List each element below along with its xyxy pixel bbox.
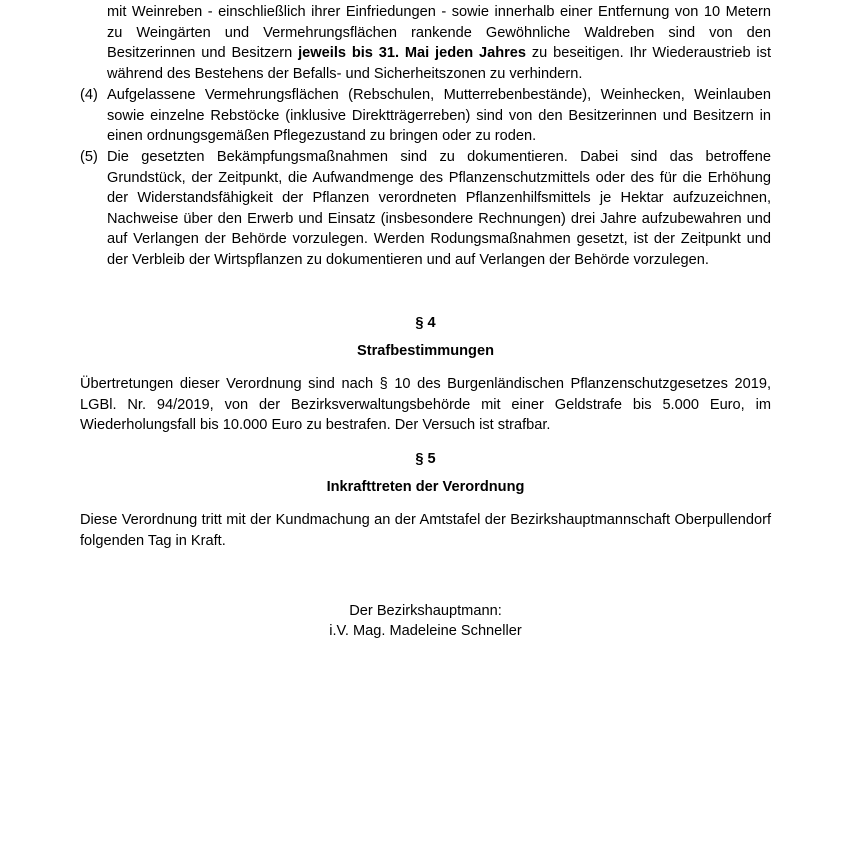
item3-deadline: jeweils bis 31. Mai jeden Jahres (298, 45, 527, 62)
section-text: Übertretungen dieser Verordnung sind nach § 10 des Burgenländischen Pflanzenschutzgesetzes 2019, LGBl. Nr. 94/2019, von der Bezirksverwaltungsbehörde mit einer Geldstrafe bis 5.000 Euro, im Wiederholungsfall bis 10.000 Euro zu bestrafen. Der Versuch ist strafbar. (80, 376, 771, 434)
list-item-number: (5) (80, 149, 98, 165)
list-item-number: (4) (80, 87, 98, 103)
section-title: Inkrafttreten der Verordnung (326, 479, 525, 495)
item3-text-a: mit Weinreben - einschließlich ihrer Einfriedungen - sowie innerhalb einer Entfernung von 10 Metern zu Weingärten und Vermehrungsflächen rankende Gewöhnliche Waldreben sind von den Besitzerinnen und Besitzern (107, 4, 771, 62)
signature-title: Der Bezirkshauptmann: (349, 603, 502, 619)
list-item-text: Aufgelassene Vermehrungsflächen (Rebschulen, Mutterrebenbestände), Weinhecken, Weinlauben sowie einzelne Rebstöcke (inklusive Direktträgerreben) sind von den Besitzerinnen und Besitzern in einen ordnungsgemäßen Pflegezustand zu bringen oder zu roden. (107, 87, 771, 145)
list-item-4 (80, 85, 771, 147)
section-text: Diese Verordnung tritt mit der Kundmachung an der Amtstafel der Bezirkshauptmannschaft Oberpullendorf folgenden Tag in Kraft. (80, 512, 771, 549)
list-item-text: Die gesetzten Bekämpfungsmaßnahmen sind zu dokumentieren. Dabei sind das betroffene Grundstück, der Zeitpunkt, die Aufwandmenge des Pflanzenschutzmittels oder des für die Erhöhung der Widerstandsfähigkeit der Pflanzen verordneten Pflanzenhilfsmittels je Hektar aufzuzeichnen, Nachweise über den Erwerb und Einsatz (insbesondere Rechnungen) drei Jahre aufzubewahren und auf Verlangen der Behörde vorzulegen. Werden Rodungsmaßnahmen gesetzt, ist der Zeitpunkt und der Verbleib der Wirtspflanzen zu dokumentieren und auf Verlangen der Behörde vorzulegen. (107, 149, 771, 268)
item3-text-b: zu beseitigen. Ihr Wiederaustrieb ist während des Bestehens der Befalls- und Sicherheitszonen zu verhindern. (107, 45, 771, 82)
section-number: § 5 (415, 451, 436, 467)
item3-continuation (107, 2, 771, 84)
list-item-5 (80, 147, 771, 271)
signature-name: i.V. Mag. Madeleine Schneller (329, 623, 522, 639)
section-title: Strafbestimmungen (356, 343, 495, 359)
section-number: § 4 (415, 315, 436, 331)
